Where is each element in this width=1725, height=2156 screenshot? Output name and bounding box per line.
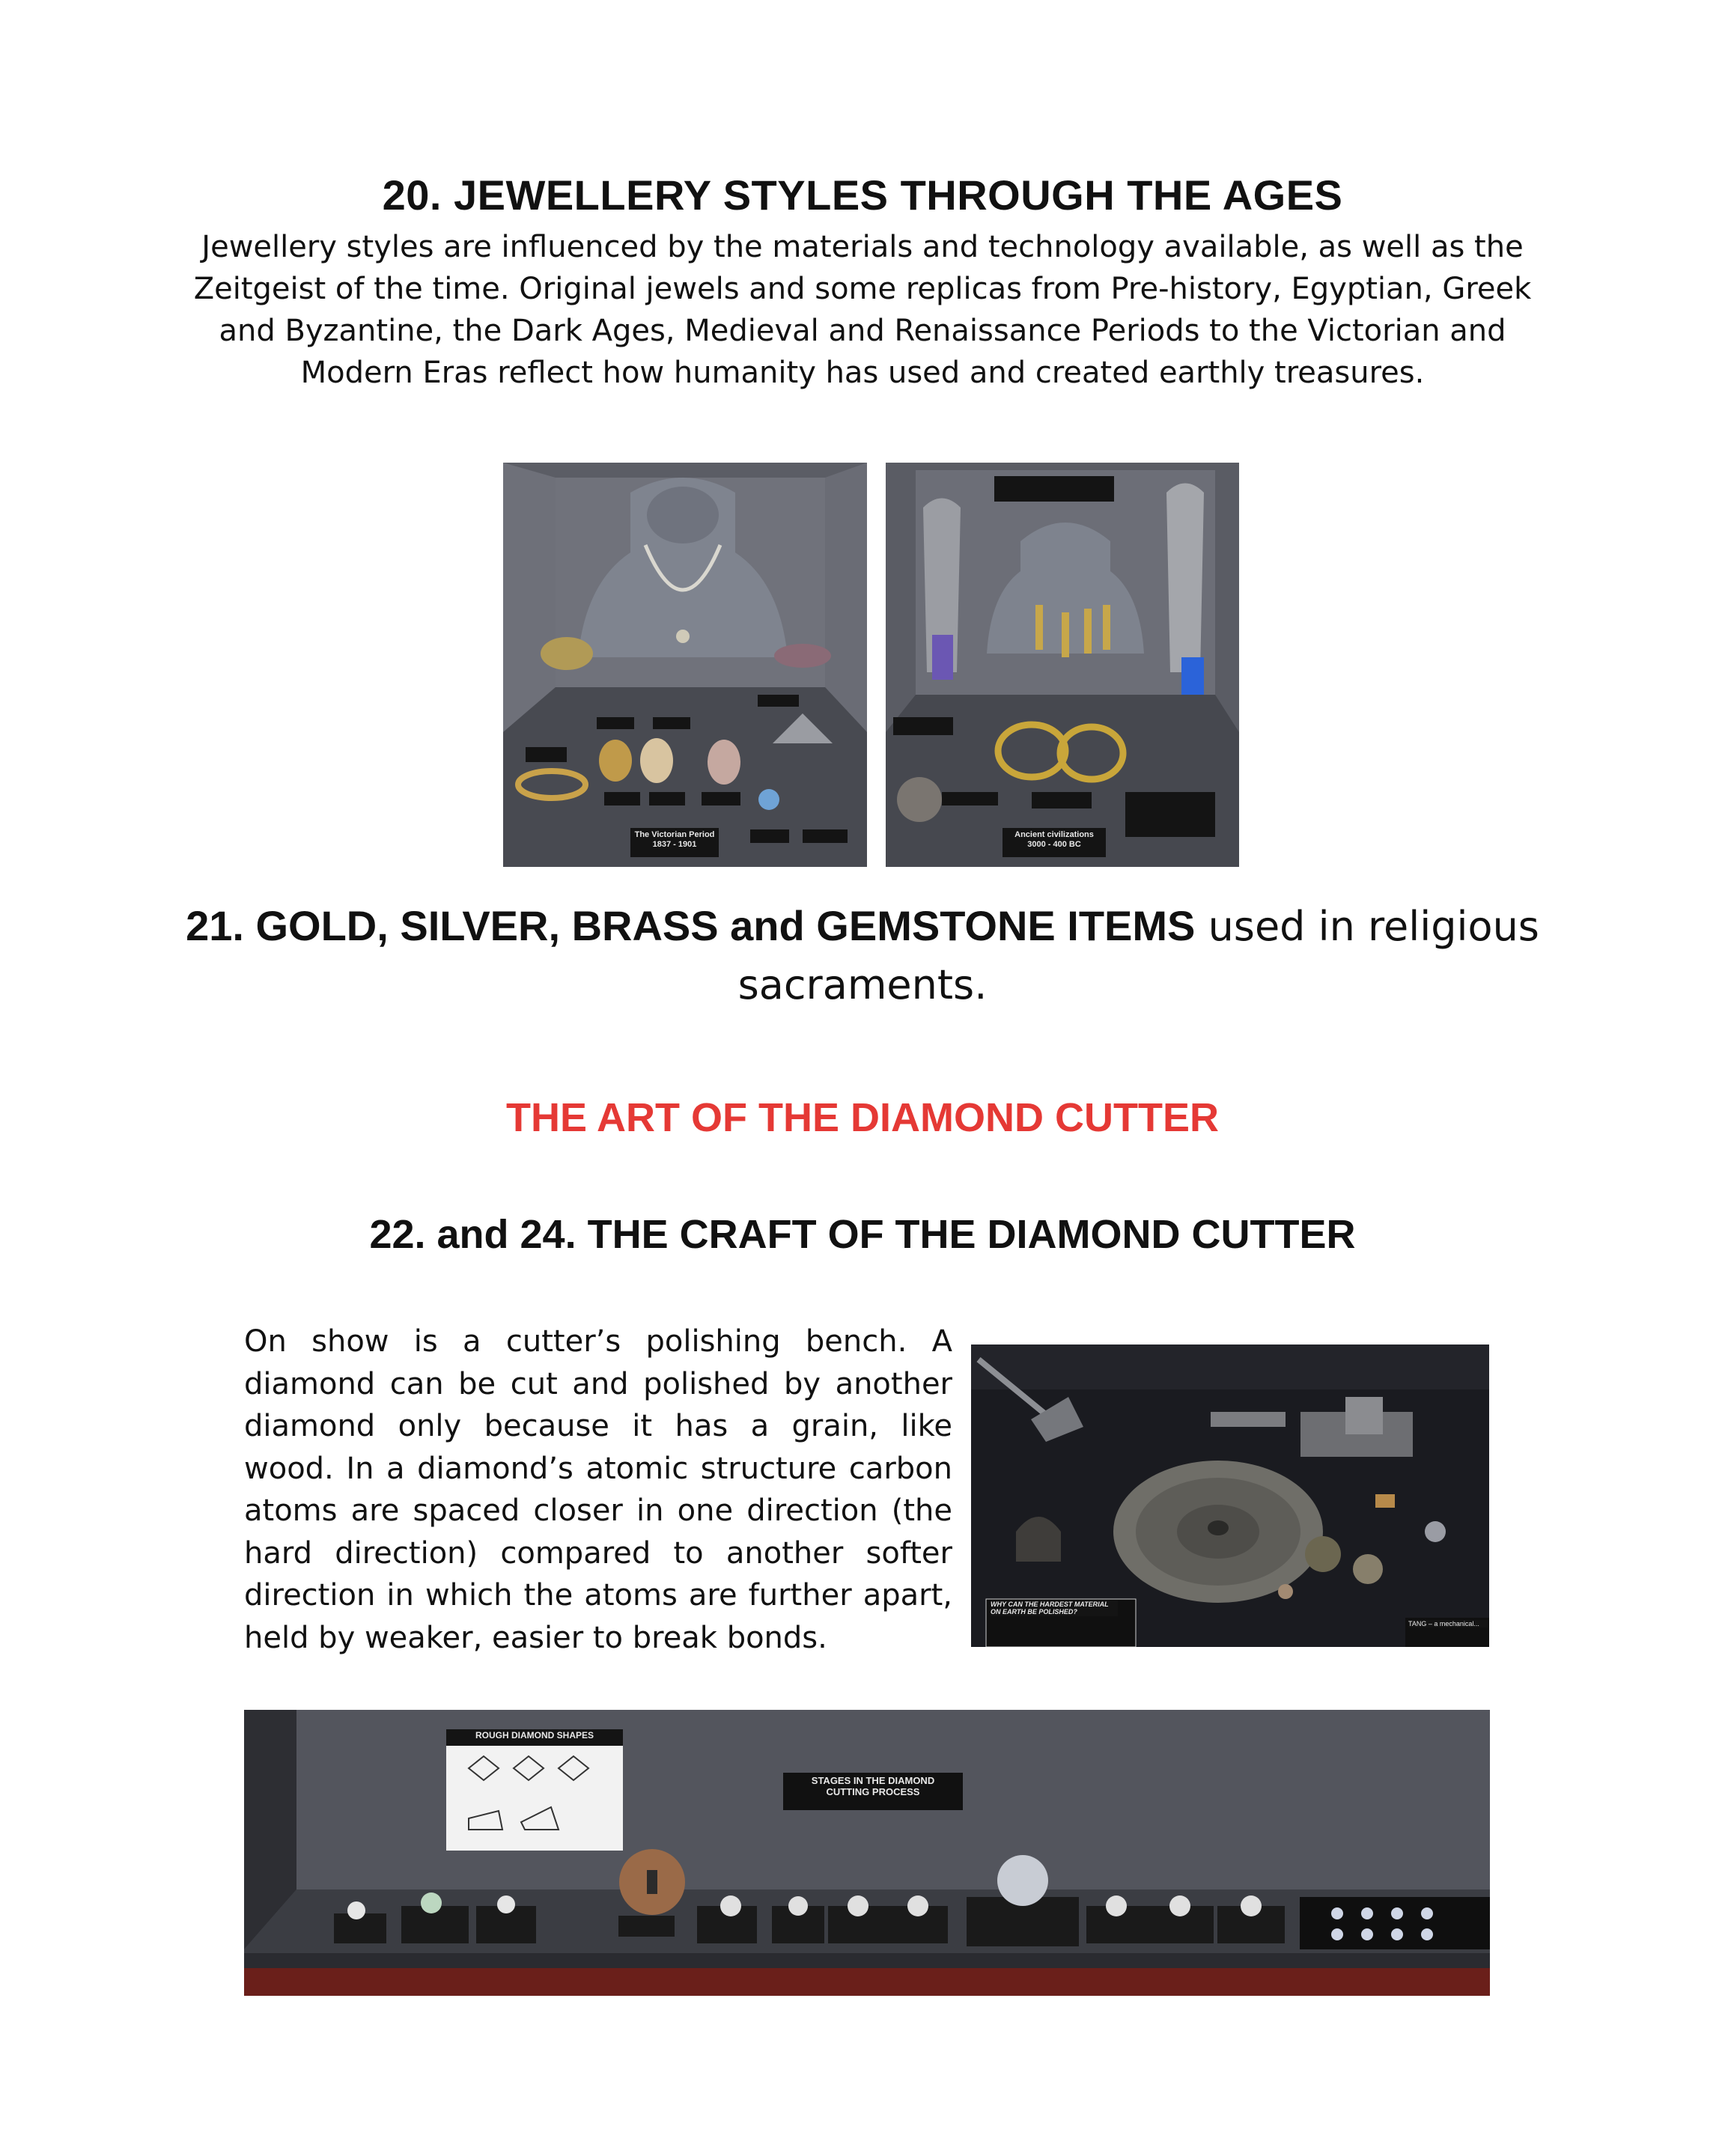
section-20-description: Jewellery styles are influenced by the materials and technology available, as well as the Zeitgeist of the time. Original jewels and some replicas from Pre-history, Egyptian, Greek and Byzantine, the Dark Ages, Medieval and Renaissance Periods to the Victorian and Modern Eras reflect how humanity has used and created earthly treasures.	[193, 230, 1532, 390]
diamond-stages-photo	[244, 1710, 1490, 1996]
ancient-jewellery-photo	[886, 463, 1239, 867]
ancient-case-illustration	[886, 463, 1239, 867]
tang-label: TANG – a mechanical...	[1408, 1620, 1488, 1627]
diamond-cutter-heading: THE ART OF THE DIAMOND CUTTER	[506, 1095, 1219, 1140]
rough-diamond-shapes-label: ROUGH DIAMOND SHAPES	[475, 1730, 594, 1741]
ancient-label-years: 3000 - 400 BC	[1027, 839, 1081, 849]
section-21-title: 21. GOLD, SILVER, BRASS and GEMSTONE ITEMS	[186, 902, 1196, 949]
victorian-case-illustration	[503, 463, 867, 867]
section-22-description: On show is a cutter’s polishing bench. A diamond can be cut and polished by another diamond only because it has a grain, like wood. In a diamond’s atomic structure carbon atoms are spaced closer in one direction (the hard direction) compared to another softer direction in which the atoms are further apart, held by weaker, easier to break bonds.	[244, 1324, 952, 1655]
ancient-civilizations-label	[1003, 828, 1106, 857]
section-21-description	[135, 897, 1590, 1014]
victorian-label-years: 1837 - 1901	[652, 839, 697, 849]
ancient-label-title: Ancient civilizations	[1014, 830, 1094, 839]
victorian-label-title: The Victorian Period	[634, 830, 715, 839]
section-20-title: 20. JEWELLERY STYLES THROUGH THE AGES	[382, 171, 1343, 219]
polishing-bench-photo	[971, 1345, 1489, 1647]
victorian-jewellery-photo	[503, 463, 867, 867]
victorian-period-label	[630, 828, 719, 857]
cutting-stages-label: STAGES IN THE DIAMOND CUTTING PROCESS	[811, 1775, 935, 1797]
bench-question-label: WHY CAN THE HARDEST MATERIAL ON EARTH BE POLISHED?	[991, 1601, 1118, 1616]
section-22-title: 22. and 24. THE CRAFT OF THE DIAMOND CUTTER	[369, 1212, 1356, 1257]
diamond-stages-illustration	[244, 1710, 1490, 1996]
section-21-rest: used in religious sacraments.	[737, 903, 1539, 1008]
